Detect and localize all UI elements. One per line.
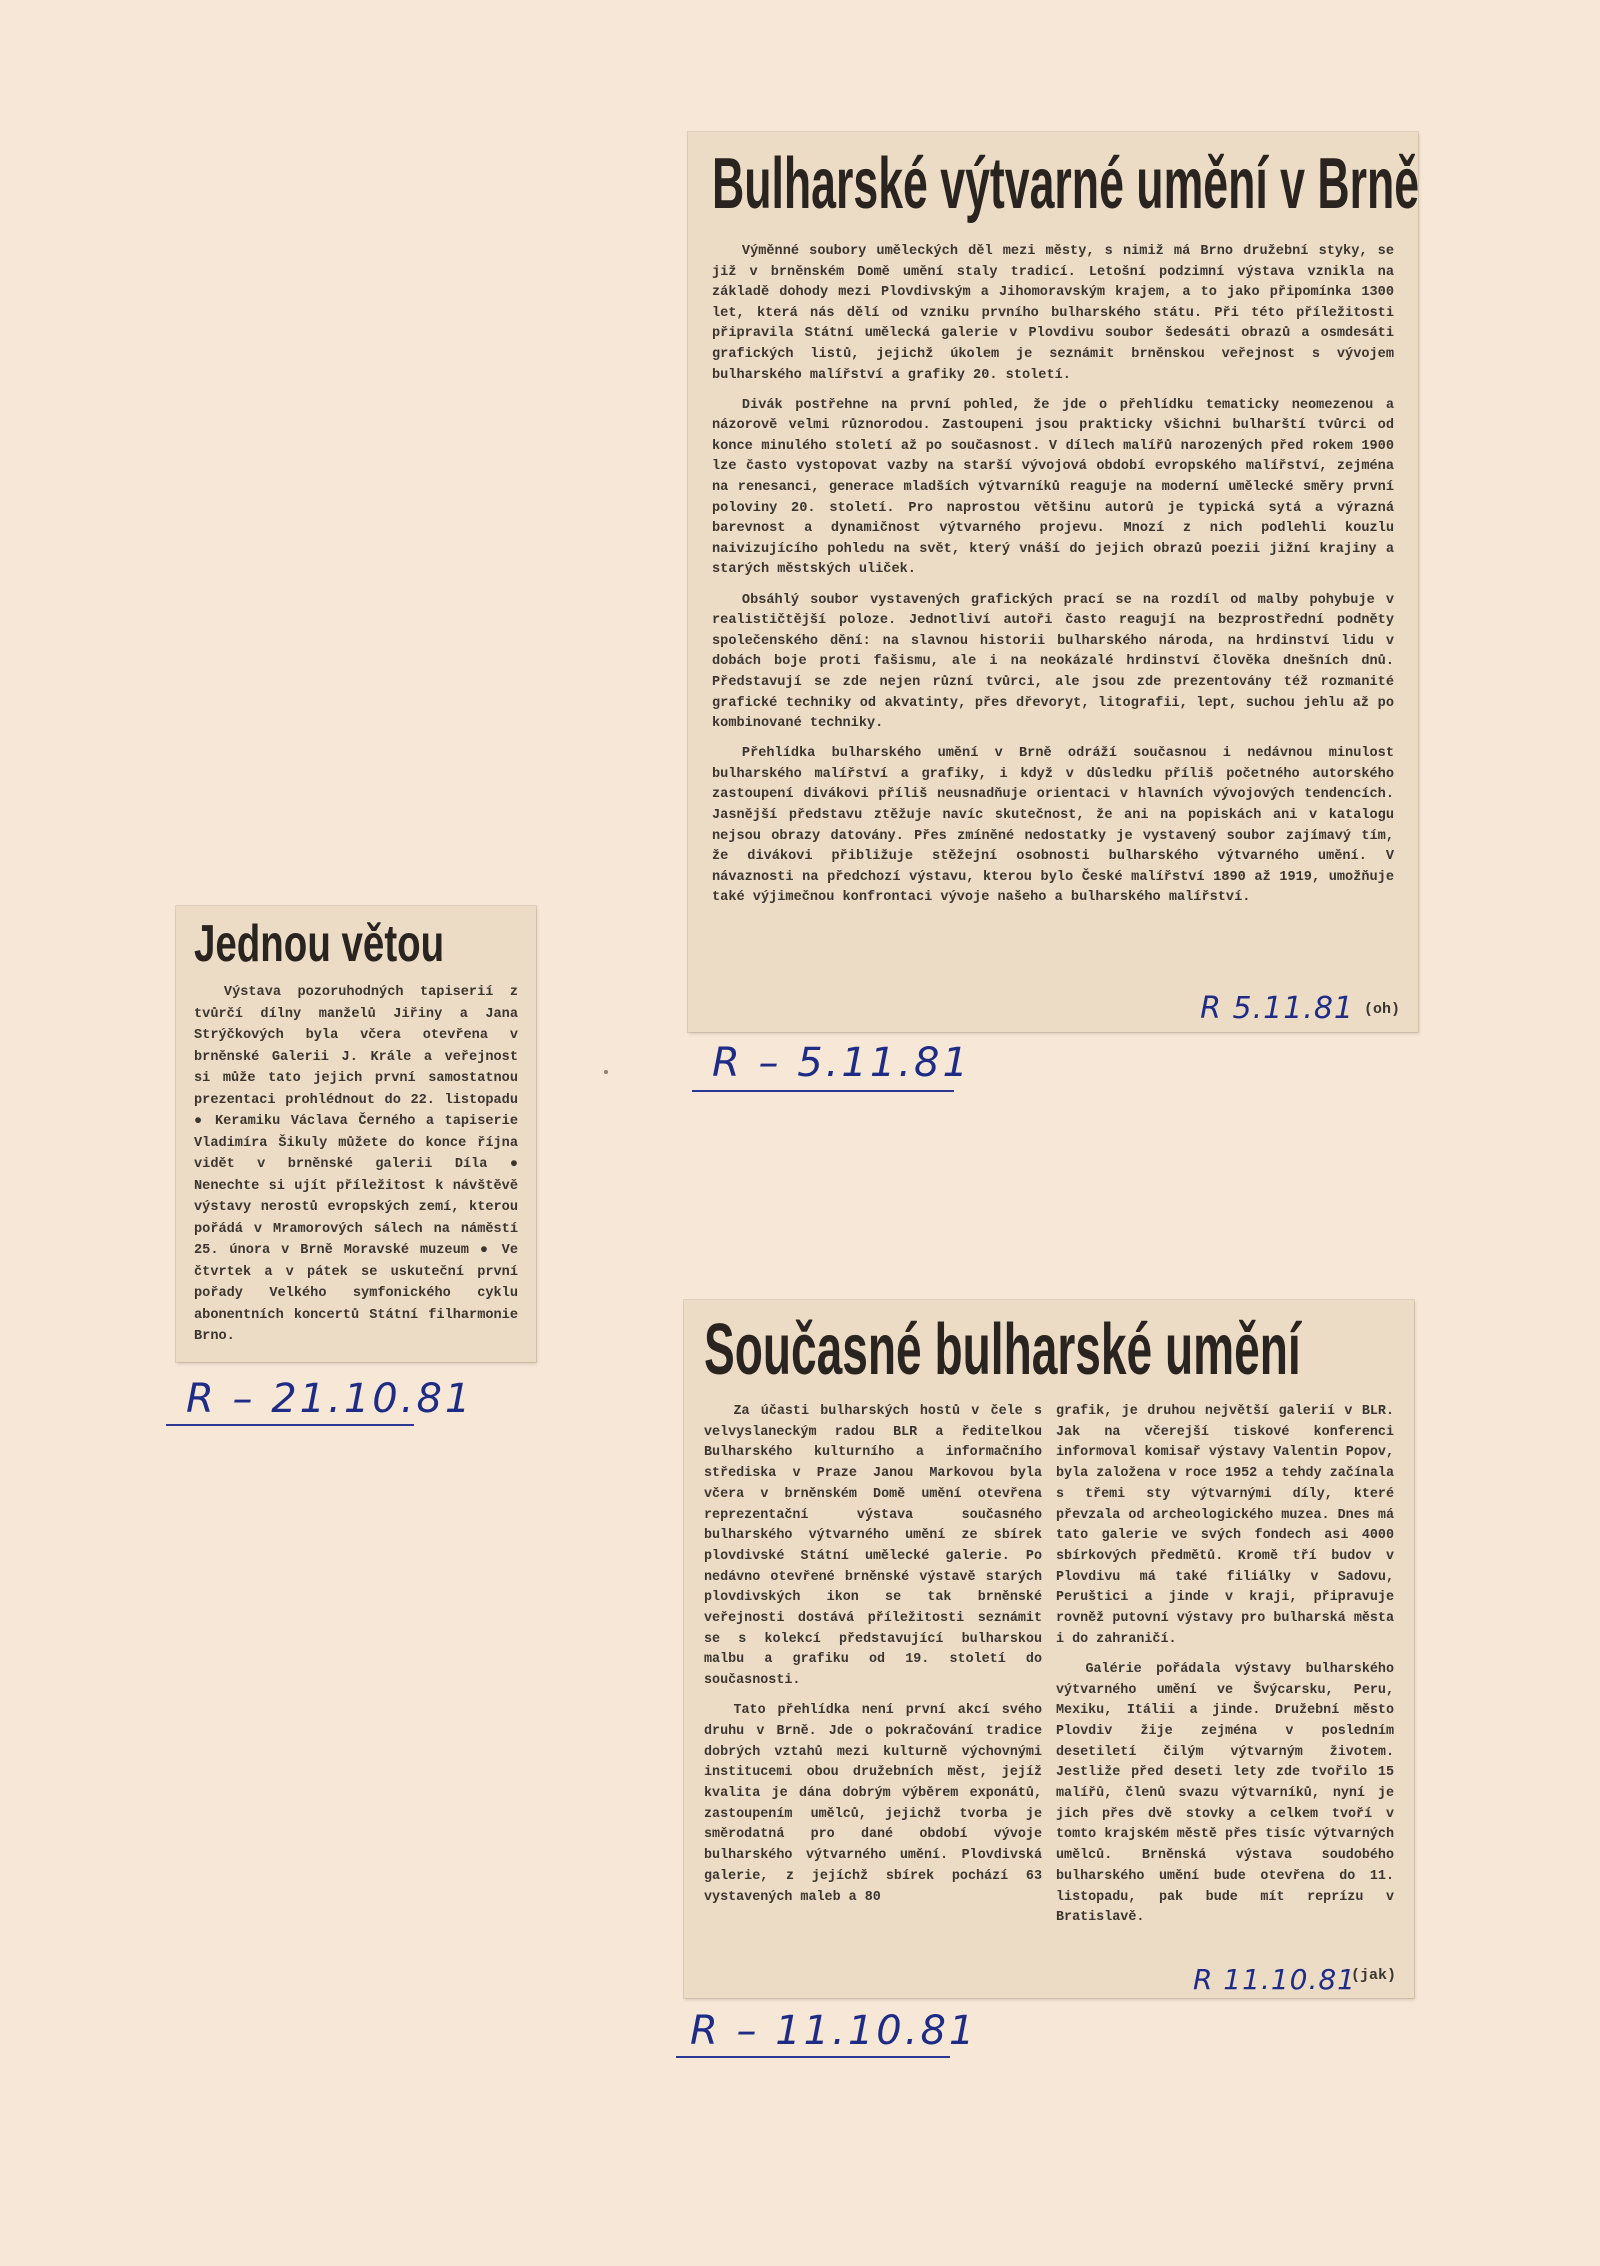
paragraph: Tato přehlídka není první akcí svého druhu v Brně. Jde o pokračování tradice dobrých vztahů mezi kulturně výchovnými institucemi obou družebních měst, jejíž kvalita je dána dobrým výběrem exponátů, zastoupením umělců, jejichž tvorba je směrodatná pro dané období vývoje bulharského výtvarného umění. Plovdivská galerie, z jejíchž sbírek pochází 63 vystavených maleb a 80 xyxy=(704,1703,1042,1905)
handwritten-date: R – 5.11.81 xyxy=(712,1040,971,1086)
paragraph: Za účasti bulharských hostů v čele s velvyslaneckým radou BLR a ředitelkou Bulharského kulturního a informačního střediska v Praze Janou Markovou byla včera v brněnském Domě umění otevřena reprezentační výstava současného bulharského výtvarného umění ze sbírek plovdivské Státní umělecké galerie. Po nedávno otevřené brněnské výstavě starých plovdivských ikon se tak brněnské veřejnosti dostává příležitosti seznámit se s kolekcí představující bulharskou malbu a grafiku od 19. století do současnosti. xyxy=(704,1404,1042,1689)
paragraph: Výstava pozoruhodných tapiserií z tvůrčí dílny manželů Jiřiny a Jana Strýčkových byla včera otevřena v brněnské Galerii J. Krále a veřejnost si může tato jejich první samostatnou prezentaci prohlédnout do 22. listopadu ● Keramiku Václava Černého a tapiserie Vladimíra Šikuly můžete do konce října vidět v brněnské galerii Díla ● Nenechte si ujít příležitost k návštěvě výstavy nerostů evropských zemí, kterou pořádá v Mramorových sálech na náměstí 25. února v Brně Moravské muzeum ● Ve čtvrtek a v pátek se uskuteční první pořady Velkého symfonického cyklu abonentních koncertů Státní filharmonie Brno. xyxy=(194,985,518,1344)
author-signature: (oh) xyxy=(1363,1001,1400,1018)
paper-speck xyxy=(604,1070,608,1074)
handwritten-date: R – 11.10.81 xyxy=(690,2008,978,2054)
handwritten-underline xyxy=(166,1424,414,1426)
article-column-right xyxy=(1056,1402,1394,1929)
author-signature: (jak) xyxy=(1350,1967,1396,1984)
paragraph: Galérie pořádala výstavy bulharského výtvarného umění ve Švýcarsku, Peru, Mexiku, Itálii a jinde. Družební město Plovdiv žije zejména v posledním desetiletí čilým výtvarným životem. Jestliže před deseti lety zde tvořilo 15 malířů, členů svazu výtvarníků, nyní je jich přes dvě stovky a celkem tvoří v tomto krajském městě přes tisíc výtvarných umělců. Brněnská výstava soudobého bulharského umění bude otevřena do 11. listopadu, pak bude mít reprízu v Bratislavě. xyxy=(1056,1661,1394,1926)
handwritten-date-note: R 5.11.81 xyxy=(1200,991,1354,1026)
article-body xyxy=(194,982,518,1348)
article-column-left xyxy=(704,1402,1042,1929)
article-body xyxy=(712,242,1394,909)
headline: Bulharské výtvarné umění v Brně xyxy=(712,144,1420,224)
paragraph: Přehlídka bulharského umění v Brně odráží současnou i nedávnou minulost bulharského malířství a grafiky, i když v důsledku příliš početného autorského zastoupení divákovi příliš neusnadňuje orientaci v hlavních vývojových tendencích. Jasnější představu ztěžuje navíc skutečnost, že ani na popiskách ani v katalogu nejsou obrazy datovány. Přes zmíněné nedostatky je vystavený soubor zajímavý tím, že divákovi přibližuje stěžejní osobnosti bulharského výtvarného umění. V návaznosti na předchozí výstavu, kterou bylo České malířství 1890 až 1919, umožňuje také výjimečnou konfrontaci vývoje našeho a bulharského malířství. xyxy=(712,746,1394,906)
paragraph: grafik, je druhou největší galerií v BLR. Jak na včerejší tiskové konferenci informoval komisař výstavy Valentin Popov, byla založena v roce 1952 a tehdy začínala s třemi sty výtvarnými díly, které převzala od archeologického muzea. Dnes má tato galerie ve svých fondech asi 4000 sbírkových předmětů. Kromě tří budov v Plovdivu má také filiálky v Sadovu, Peruštici a jinde v kraji, připravuje rovněž putovní výstavy pro bulharská města i do zahraničí. xyxy=(1056,1404,1394,1647)
paragraph: Výměnné soubory uměleckých děl mezi městy, s nimiž má Brno družební styky, se již v brněnském Domě umění staly tradicí. Letošní podzimní výstava vznikla na základě dohody mezi Plovdivským a Jihomoravským krajem, a to jako připomínka 1300 let, která nás dělí od vzniku prvního bulharského státu. Při této příležitosti připravila Státní umělecká galerie v Plovdivu soubor šedesáti obrazů a osmdesáti grafických listů, jejichž úkolem je seznámit brněnskou veřejnost s vývojem bulharského malířství a grafiky 20. století. xyxy=(712,244,1394,383)
handwritten-underline xyxy=(676,2056,950,2058)
clipping-bulharske-vytvarne-umeni xyxy=(688,132,1418,1032)
paragraph: Obsáhlý soubor vystavených grafických prací se na rozdíl od malby pohybuje v realističtější poloze. Jednotliví autoři často reagují na bezprostřední podněty společenského dění: na slavnou historii bulharského národa, na hrdinství lidu v dobách boje proti fašismu, ale i na neokázalé hrdinství člověka dnešních dnů. Představují se zde nejen různí tvůrci, ale jsou zde prezentovány též rozmanité grafické techniky od akvatinty, přes dřevoryt, litografii, lept, suchou jehlu až po kombinované techniky. xyxy=(712,592,1394,732)
clipping-soucasne-bulharske-umeni xyxy=(684,1300,1414,1998)
paragraph: Divák postřehne na první pohled, že jde o přehlídku tematicky neomezenou a názorově velmi různorodou. Zastoupeni jsou prakticky všichni bulharští tvůrci od konce minulého století až po současnost. V dílech malířů narozených před rokem 1900 lze často vystopovat vazby na starší vývojová období evropského malířství, zejména na renesanci, generace mladších výtvarníků reaguje na moderní umělecké směry první poloviny 20. století. Pro naprostou většinu autorů je typická sytá a výrazná barevnost a dynamičnost výtvarného projevu. Mnozí z nich podlehli kouzlu naivizujícího pohledu na svět, který vnáší do jejich obrazů poezii jižní krajiny a starých městských uliček. xyxy=(712,397,1394,578)
headline: Současné bulharské umění xyxy=(704,1310,1301,1390)
headline: Jednou větou xyxy=(194,915,445,973)
article-columns xyxy=(704,1402,1394,1929)
handwritten-date: R – 21.10.81 xyxy=(186,1376,474,1422)
clipping-jednou-vetou xyxy=(176,906,536,1362)
handwritten-underline xyxy=(692,1090,954,1092)
handwritten-date-note: R 11.10.81 xyxy=(1192,1963,1356,1996)
